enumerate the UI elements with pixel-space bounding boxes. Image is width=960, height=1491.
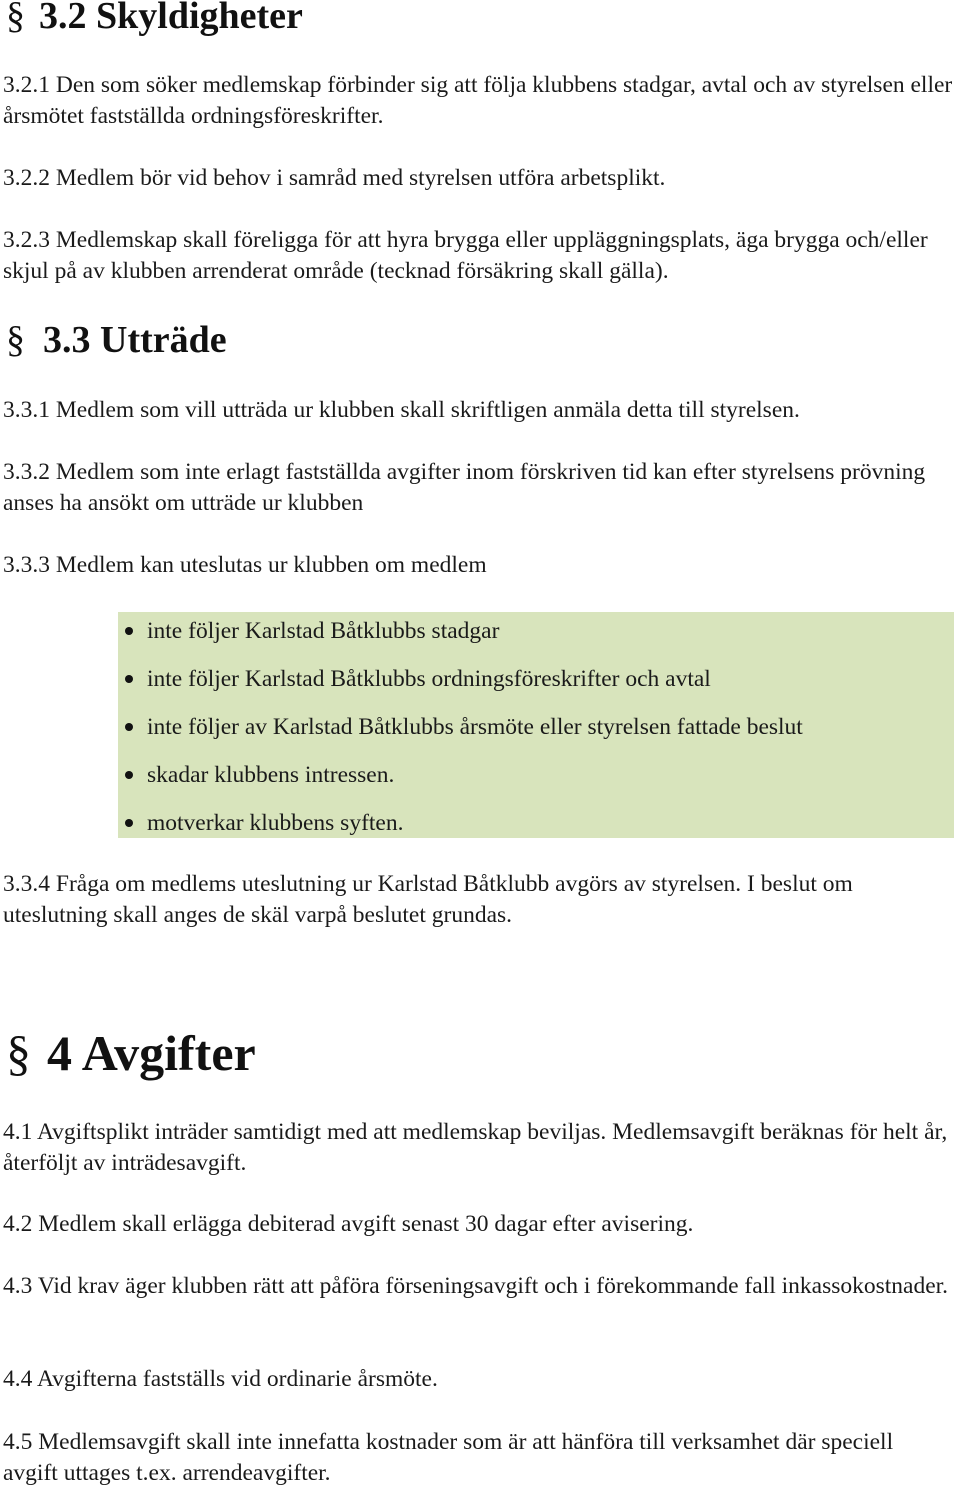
paragraph-4-4: 4.4 Avgifterna fastställs vid ordinarie årsmöte. — [3, 1366, 438, 1392]
list-item-text: inte följer Karlstad Båtklubbs ordningsföreskrifter och avtal — [147, 666, 711, 692]
heading-3-2 — [6, 0, 303, 38]
heading-3-3 — [6, 318, 227, 362]
list-item-text: skadar klubbens intressen. — [147, 762, 395, 788]
paragraph-3-3-1: 3.3.1 Medlem som vill utträda ur klubben skall skriftligen anmäla detta till styrelsen. — [3, 397, 800, 423]
section-symbol: § — [6, 319, 25, 361]
paragraph-3-2-2: 3.2.2 Medlem bör vid behov i samråd med styrelsen utföra arbetsplikt. — [3, 165, 666, 191]
exclusion-criteria-list — [118, 612, 954, 838]
paragraph-4-2: 4.2 Medlem skall erlägga debiterad avgift senast 30 dagar efter avisering. — [3, 1211, 694, 1237]
list-item-text: inte följer Karlstad Båtklubbs stadgar — [147, 618, 500, 644]
section-symbol: § — [6, 1025, 31, 1081]
heading-4-title: 4 Avgifter — [47, 1025, 256, 1081]
paragraph-3-3-3: 3.3.3 Medlem kan uteslutas ur klubben om medlem — [3, 552, 487, 578]
heading-3-2-title: 3.2 Skyldigheter — [39, 0, 303, 37]
bullet-icon — [125, 675, 133, 683]
bullet-icon — [125, 771, 133, 779]
section-symbol: § — [6, 0, 25, 37]
heading-3-3-title: 3.3 Utträde — [43, 319, 227, 361]
paragraph-3-2-1: 3.2.1 Den som söker medlemskap förbinder sig att följa klubbens stadgar, avtal och av styrelsen eller årsmötet fastställda ordningsföreskrifter. — [3, 72, 953, 129]
bullet-icon — [125, 723, 133, 731]
paragraph-3-3-2: 3.3.2 Medlem som inte erlagt fastställda avgifter inom förskriven tid kan efter styrelsens prövning anses ha ansökt om utträde ur klubben — [3, 459, 926, 516]
paragraph-3-2-3: 3.2.3 Medlemskap skall föreligga för att hyra brygga eller uppläggningsplats, äga brygga och/eller skjul på av klubben arrenderat område (tecknad försäkring skall gälla). — [3, 227, 928, 284]
paragraph-4-1: 4.1 Avgiftsplikt inträder samtidigt med att medlemskap beviljas. Medlemsavgift beräknas för helt år, återföljt av inträdesavgift. — [3, 1119, 948, 1176]
heading-4 — [6, 1024, 256, 1082]
list-item-text: motverkar klubbens syften. — [147, 810, 404, 836]
list-item-text: inte följer av Karlstad Båtklubbs årsmöte eller styrelsen fattade beslut — [147, 714, 803, 740]
paragraph-3-3-4: 3.3.4 Fråga om medlems uteslutning ur Karlstad Båtklubb avgörs av styrelsen. I beslut om uteslutning skall anges de skäl varpå beslutet grundas. — [3, 871, 853, 928]
paragraph-4-5: 4.5 Medlemsavgift skall inte innefatta kostnader som är att hänföra till verksamhet där speciell avgift uttages t.ex. arrendeavgifter. — [3, 1429, 894, 1486]
paragraph-4-3: 4.3 Vid krav äger klubben rätt att påföra förseningsavgift och i förekommande fall inkassokostnader. — [3, 1273, 949, 1299]
bullet-icon — [125, 627, 133, 635]
bullet-icon — [125, 819, 133, 827]
